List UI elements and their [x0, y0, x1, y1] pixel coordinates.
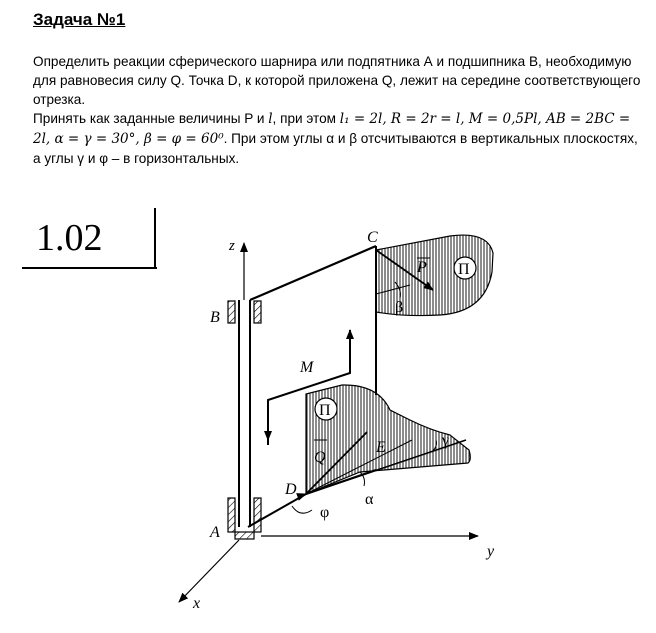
given-formula: l₁ = 2l, R = 2r = l, M = 0,5Pl, AB = 2BC = 2l, α = γ = 30°, β = φ = 60⁰: [33, 111, 631, 147]
label-a: A: [210, 524, 220, 541]
label-m: M: [300, 359, 314, 376]
problem-paragraph-1: Определить реакции сферического шарнира или подпятника А и подшипника В, необходимую для равновесия силу Q. Точка D, к которой приложена Q, лежит на середине соответствующего отрезка.: [33, 54, 641, 107]
given-mid: , при этом: [272, 111, 340, 126]
support-a: [209, 498, 261, 541]
figure-number: 1.02: [36, 217, 103, 259]
problem-paragraph-2: [33, 109, 645, 168]
label-beta: β: [395, 299, 404, 316]
z-axis-label: z: [229, 238, 235, 254]
pi-label-upper: [454, 257, 476, 279]
label-d: D: [285, 481, 297, 498]
plane-pi-upper: [376, 235, 493, 315]
given-l: l: [268, 111, 273, 127]
given-prefix: Принять как заданные величины P и: [33, 111, 269, 126]
z-axis: [228, 238, 244, 300]
bearing-b: [210, 301, 261, 326]
label-b: B: [210, 309, 220, 326]
label-p: P: [417, 259, 427, 276]
label-c: C: [367, 229, 378, 246]
x-axis-label: x: [193, 595, 201, 612]
pi-upper-text: П: [458, 261, 470, 278]
x-axis: [179, 540, 239, 612]
pi-label-lower: [315, 398, 337, 420]
figure-number-box: [22, 208, 157, 268]
label-q: Q: [314, 449, 326, 466]
pi-lower-text: П: [319, 402, 331, 419]
label-alpha: α: [365, 491, 374, 508]
y-axis: [261, 536, 495, 560]
label-e: E: [376, 439, 386, 456]
label-phi: φ: [320, 504, 330, 521]
given-rest: . При этом углы α и β отсчитываются в вертикальных плоскостях, а углы γ и φ – в горизонтальных.: [33, 131, 638, 166]
y-axis-label: y: [487, 543, 495, 560]
problem-text: [33, 52, 645, 168]
label-gamma: γ: [442, 432, 450, 449]
mechanics-figure: [0, 190, 656, 633]
page-title: Задача №1: [33, 10, 126, 29]
